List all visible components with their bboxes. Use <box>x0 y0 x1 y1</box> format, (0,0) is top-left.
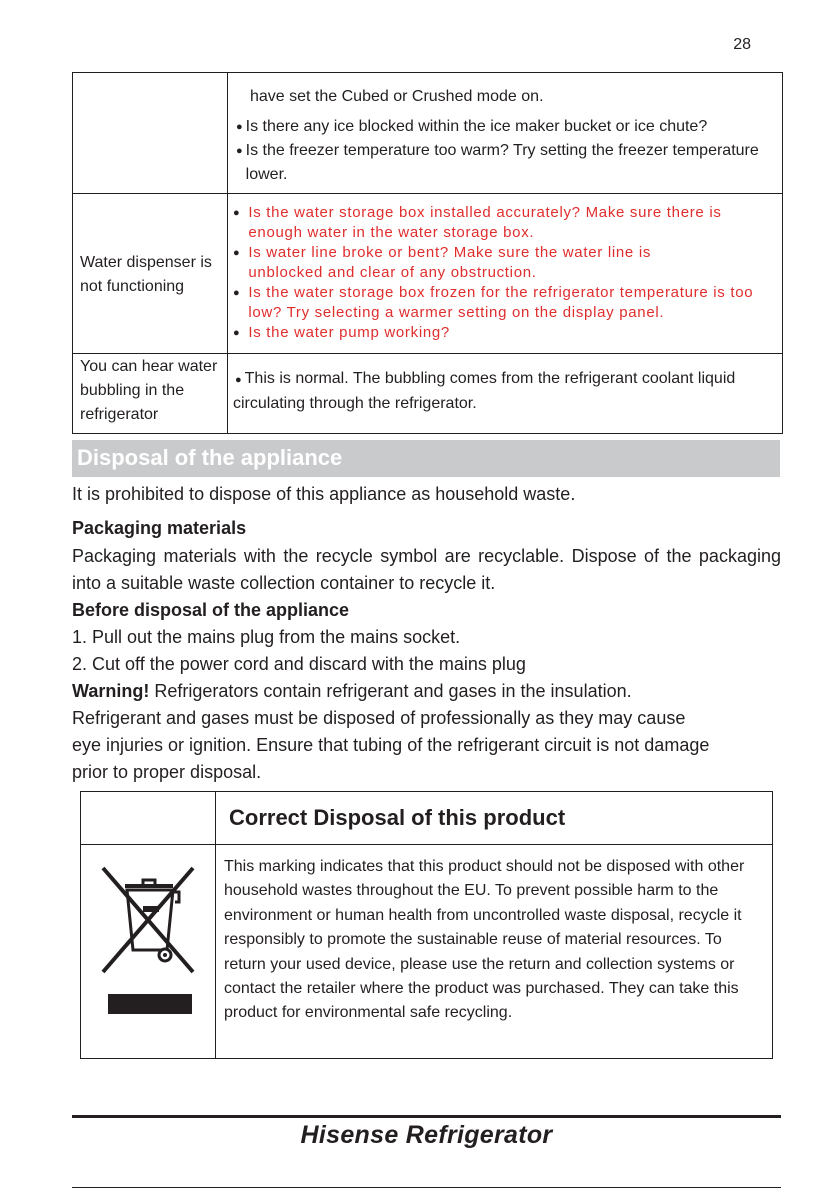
continuation-text: have set the Cubed or Crushed mode on. <box>250 88 544 105</box>
page-number: 28 <box>733 36 751 53</box>
problem-cell <box>73 73 228 194</box>
weee-title: Correct Disposal of this product <box>229 805 566 830</box>
list-item: ● Is the water storage box frozen for the refrigerator temperature is too low? Try selecting a warmer setting on the display panel. <box>233 284 754 321</box>
warning-text: Refrigerators contain refrigerant and gases in the insulation. <box>149 681 632 701</box>
list-item: ● Is water line broke or bent? Make sure the water line is unblocked and clear of any obstruction. <box>233 244 652 281</box>
list-item: ● Is the water storage box installed accurately? Make sure there is enough water in the water storage box. <box>233 204 722 241</box>
footer-divider <box>72 1115 781 1118</box>
bullet-icon: ● <box>236 145 243 157</box>
warning-line-4: prior to proper disposal. <box>72 762 262 782</box>
list-item: ● This is normal. The bubbling comes from the refrigerant coolant liquid circulating through the refrigerator. <box>233 370 736 412</box>
footer-brand: Hisense Refrigerator <box>300 1121 553 1149</box>
section-heading: Disposal of the appliance <box>72 440 780 477</box>
troubleshooting-table <box>72 72 783 434</box>
problem-text: Water dispenser is not functioning <box>80 253 212 295</box>
bullet-icon: ● <box>233 247 241 259</box>
warning-label: Warning! <box>72 681 150 701</box>
problem-cell <box>73 194 228 354</box>
list-item: ● Is the water pump working? <box>233 324 450 341</box>
table-row <box>73 354 783 434</box>
bullet-icon: ● <box>233 287 241 299</box>
weee-text: This marking indicates that this product should not be disposed with other household wastes throughout the EU. To prevent possible harm to the environment or human health from uncontrolled waste disposal, recycle it responsibly to promote the sustainable reuse of material resources. To return your used device, please use the return and collection systems or contact the retailer where the product was purchased. They can take this product for environmental safe recycling. <box>224 858 745 1022</box>
solution-cell <box>228 73 783 194</box>
crossed-out-wheelie-bin-icon <box>95 862 201 1019</box>
warning-line-3: eye injuries or ignition. Ensure that tubing of the refrigerant circuit is not damage <box>72 735 710 755</box>
bullet-icon: ● <box>235 374 242 386</box>
problem-cell <box>73 354 228 434</box>
bullet-icon: ● <box>233 207 241 219</box>
warning-line-2: Refrigerant and gases must be disposed of professionally as they may cause <box>72 708 686 728</box>
problem-text: You can hear water bubbling in the refrigerator <box>80 358 218 423</box>
solution-cell <box>228 354 783 434</box>
bullet-icon: ● <box>233 327 241 339</box>
list-item: ● Is there any ice blocked within the ice maker bucket or ice chute? <box>236 115 776 139</box>
bottom-divider <box>72 1187 781 1188</box>
warning-line <box>72 678 781 705</box>
list-item: ● Is the freezer temperature too warm? Try setting the freezer temperature lower. <box>236 139 776 187</box>
before-disposal-heading: Before disposal of the appliance <box>72 600 350 620</box>
packaging-text: Packaging materials with the recycle symbol are recyclable. Dispose of the packaging into a suitable waste collection container to recycle it. <box>72 546 781 593</box>
disposal-intro: It is prohibited to dispose of this appliance as household waste. <box>72 484 576 504</box>
solution-cell <box>228 194 783 354</box>
packaging-heading: Packaging materials <box>72 518 247 538</box>
step-1: 1. Pull out the mains plug from the mains socket. <box>72 627 461 647</box>
step-2: 2. Cut off the power cord and discard with the mains plug <box>72 654 526 674</box>
bullet-icon: ● <box>236 121 243 133</box>
weee-box <box>80 791 773 1059</box>
table-row <box>73 194 783 354</box>
table-row <box>73 73 783 194</box>
